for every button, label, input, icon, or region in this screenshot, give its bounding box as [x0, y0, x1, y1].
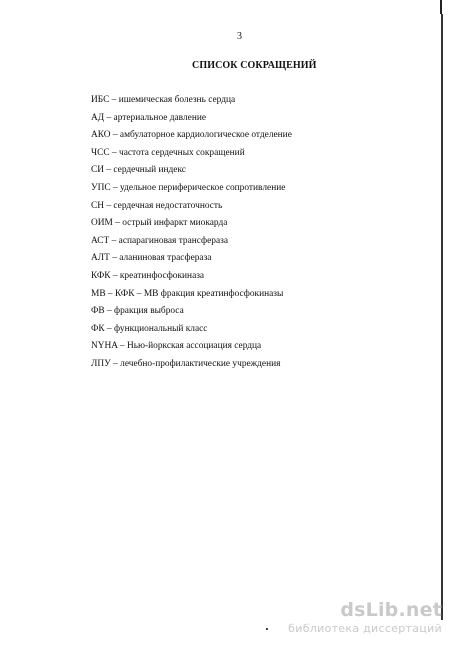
scan-edge-line	[441, 14, 443, 620]
abbreviation-item: АЛТ – аланиновая трасфераза	[91, 253, 212, 264]
abbreviation-item: ЧСС – частота сердечных сокращений	[91, 147, 245, 158]
watermark-brand: dsLib.net	[340, 599, 442, 621]
abbreviation-item: АД – артериальное давление	[91, 112, 207, 123]
abbreviation-item: ОИМ – острый инфаркт миокарда	[91, 218, 228, 229]
scan-speck	[266, 628, 268, 630]
abbreviation-item: АСТ – аспарагиновая трансфераза	[91, 235, 228, 246]
abbreviation-list	[91, 92, 292, 374]
watermark-subtitle: библиотека диссертаций	[288, 622, 442, 635]
abbreviation-item: NYHA – Нью-йоркская ассоциация сердца	[91, 341, 262, 352]
abbreviation-item: ЛПУ – лечебно-профилактические учреждения	[91, 358, 281, 369]
page-number: 3	[237, 31, 242, 42]
scan-edge-mark	[440, 0, 442, 14]
abbreviation-item: ФВ – фракция выброса	[91, 306, 184, 317]
abbreviation-item: ИБС – ишемическая болезнь сердца	[91, 95, 236, 105]
abbreviation-item: СИ – сердечный индекс	[91, 165, 186, 176]
abbreviation-item: ФК – функциональный класс	[91, 323, 208, 334]
abbreviation-item: СН – сердечная недостаточность	[91, 200, 223, 211]
page-title: СПИСОК СОКРАЩЕНИЙ	[192, 60, 317, 71]
watermark	[280, 600, 442, 636]
abbreviation-item: УПС – удельное периферическое сопротивление	[91, 182, 286, 193]
abbreviation-item: КФК – креатинфосфокиназа	[91, 270, 205, 281]
abbreviation-item: АКО – амбулаторное кардиологическое отделение	[91, 130, 292, 141]
abbreviation-item: МВ – КФК – МВ фракция креатинфосфокиназы	[91, 288, 284, 299]
